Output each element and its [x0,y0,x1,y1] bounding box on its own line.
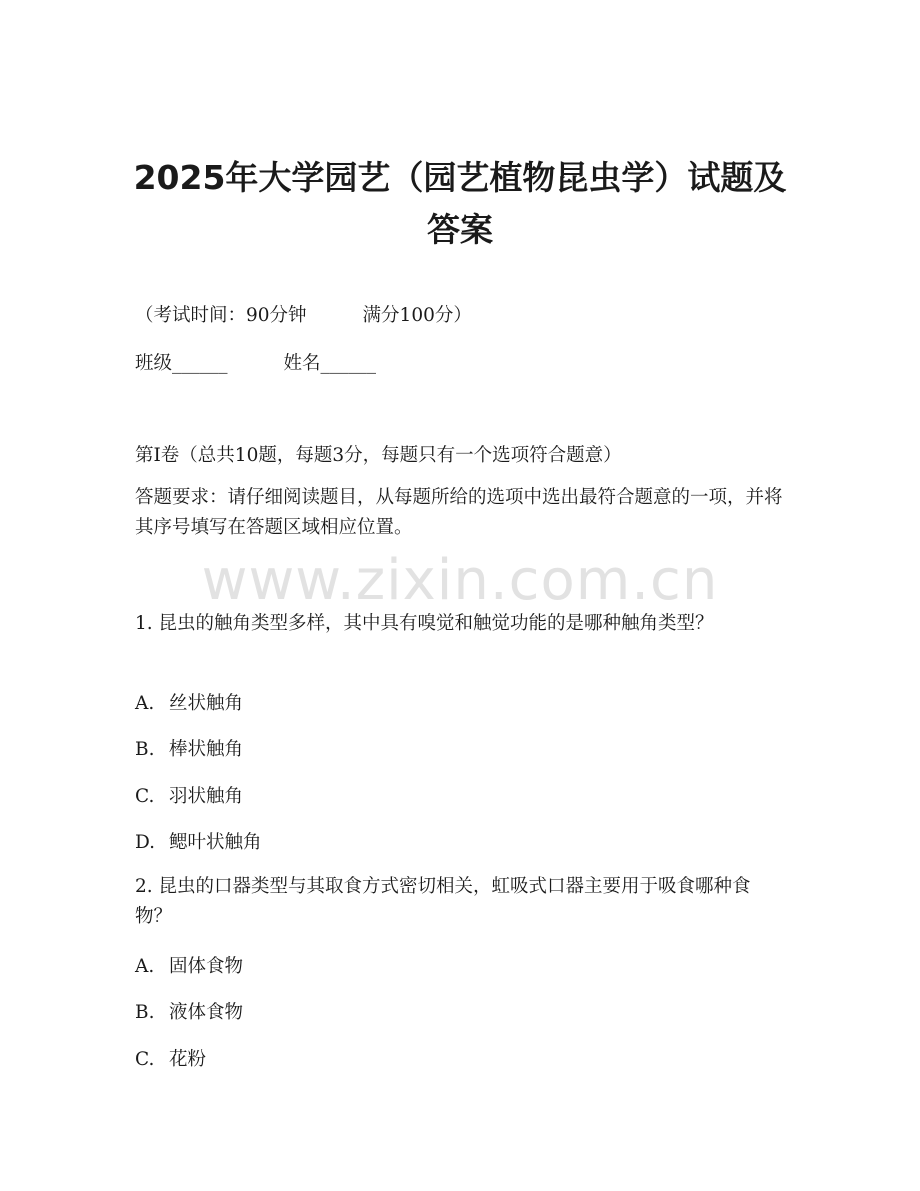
option-letter: C. [135,1049,155,1070]
option-text: 液体食物 [169,1002,244,1023]
question-1-option-b [135,735,243,761]
option-letter: C. [135,786,155,807]
class-field: 班级______ [135,353,228,374]
option-letter: B. [135,1002,155,1023]
exam-info [135,301,472,327]
question-1-stem: 1. 昆虫的触角类型多样，其中具有嗅觉和触觉功能的是哪种触角类型？ [135,613,714,634]
option-text: 花粉 [169,1049,207,1070]
watermark: www.zixin.com.cn [201,548,719,613]
exam-time: （考试时间：90分钟 [135,305,307,326]
question-2-option-a [135,952,243,978]
document-title: 2025年大学园艺（园艺植物昆虫学）试题及答案 [133,158,787,249]
section-heading: 第I卷（总共10题，每题3分，每题只有一个选项符合题意） [135,445,622,466]
question-1-option-a [135,689,243,715]
option-letter: A. [135,693,155,714]
option-text: 丝状触角 [169,693,244,714]
answer-requirement: 答题要求：请仔细阅读题目，从每题所给的选项中选出最符合题意的一项，并将其序号填写在答题区域相应位置。 [135,487,783,538]
option-letter: B. [135,739,155,760]
option-letter: D. [135,832,156,853]
option-text: 棒状触角 [169,739,244,760]
question-1-option-c [135,782,243,808]
question-2-option-c [135,1045,206,1071]
question-2-stem: 2. 昆虫的口器类型与其取食方式密切相关，虹吸式口器主要用于吸食哪种食物？ [135,876,751,927]
student-fields [135,349,376,375]
question-2-option-b [135,998,243,1024]
exam-score: 满分100分） [362,305,472,326]
option-text: 固体食物 [169,956,244,977]
option-letter: A. [135,956,155,977]
name-field: 姓名______ [283,353,377,374]
option-text: 鳃叶状触角 [169,832,262,853]
question-1-option-d [135,828,262,854]
option-text: 羽状触角 [169,786,244,807]
